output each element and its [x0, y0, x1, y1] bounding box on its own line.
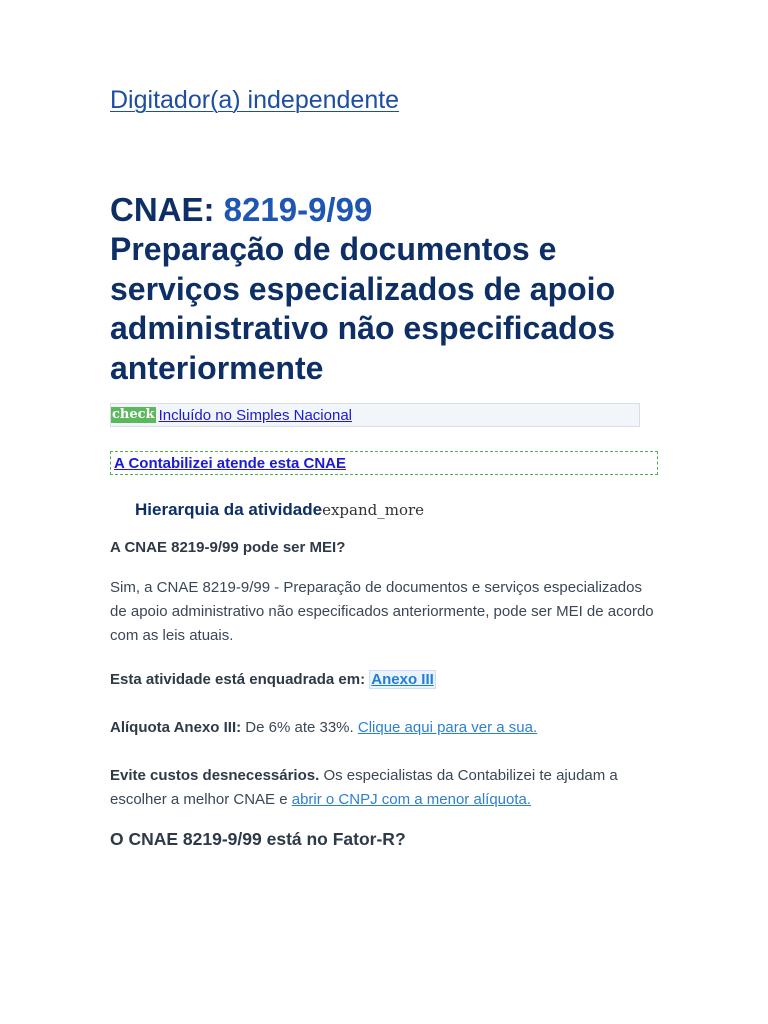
contabilizei-link[interactable]: A Contabilizei atende esta CNAE [114, 454, 346, 472]
evite-text: Os especialistas da Contabilizei te ajudam a escolher a melhor CNAE e [110, 767, 618, 808]
fator-r-question: O CNAE 8219-9/99 está no Fator-R? [110, 829, 406, 849]
aliquota-text: De 6% ate 33%. [241, 719, 358, 736]
occupation-link[interactable]: Digitador(a) independente [110, 86, 400, 114]
annex-link[interactable]: Anexo III [371, 671, 434, 688]
annex-line [110, 671, 436, 688]
check-icon: check [112, 407, 155, 422]
mei-question: A CNAE 8219-9/99 pode ser MEI? [110, 539, 346, 556]
aliquota-link[interactable]: Clique aqui para ver a sua. [357, 719, 538, 736]
open-cnpj-link[interactable]: abrir o CNPJ com a menor alíquota. [291, 791, 532, 808]
aliquota-line [110, 719, 537, 736]
hierarchy-toggle[interactable] [135, 500, 424, 520]
mei-answer: Sim, a CNAE 8219-9/99 - Preparação de documentos e serviços especializados de apoio administrativo não especificados anteriormente, pode ser MEI de acordo com as leis atuais. [110, 579, 654, 644]
simples-nacional-badge [110, 403, 640, 427]
cnae-code: 8219-9/99 [223, 191, 373, 228]
aliquota-label: Alíquota Anexo III: [110, 719, 242, 736]
annex-label: Esta atividade está enquadrada em: [110, 671, 370, 688]
expand-more-icon: expand_more [322, 501, 425, 519]
activity-title: Preparação de documentos e serviços especializados de apoio administrativo não especificados anteriormente [110, 231, 616, 386]
contabilizei-box [110, 451, 658, 475]
evite-bold: Evite custos desnecessários. [110, 767, 320, 784]
evite-paragraph [110, 764, 658, 812]
simples-nacional-link[interactable]: Incluído no Simples Nacional [158, 406, 353, 424]
hierarchy-label: Hierarquia da atividade [135, 500, 323, 519]
cnae-prefix: CNAE: [110, 191, 224, 228]
cnae-heading [110, 190, 372, 230]
